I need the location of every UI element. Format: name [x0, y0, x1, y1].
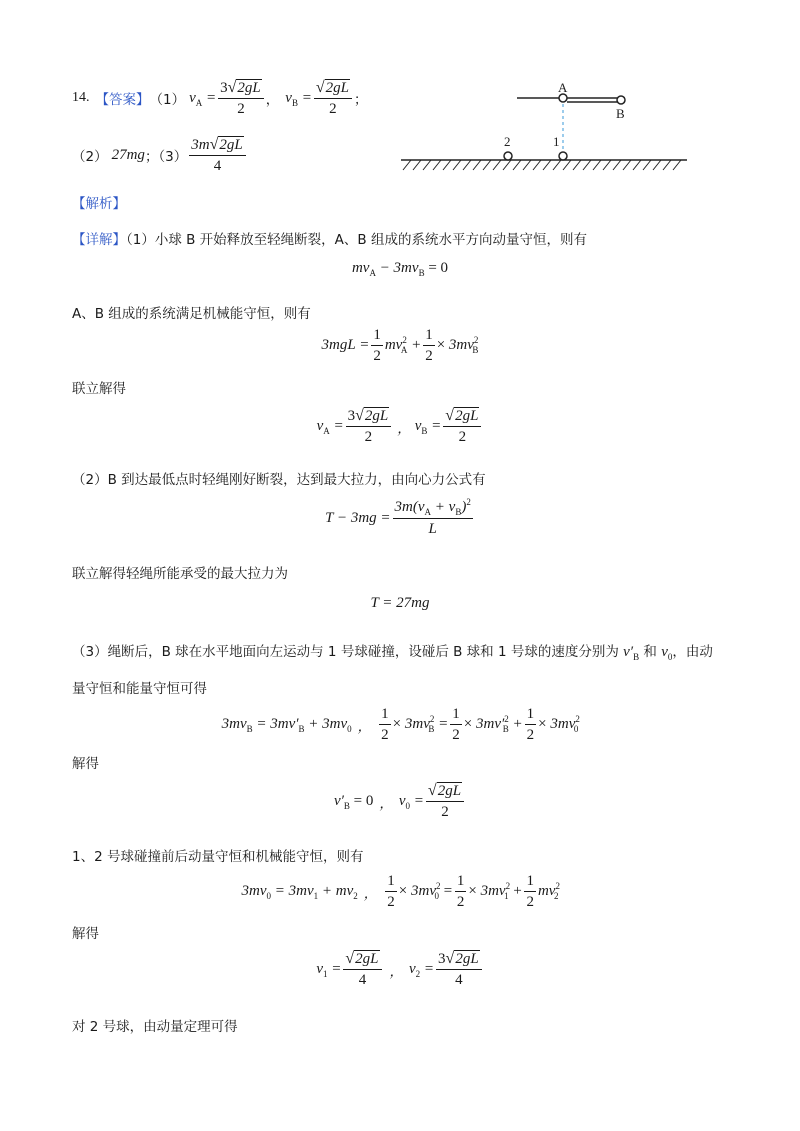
label-2: 2: [504, 134, 511, 149]
ground-hatching: [403, 160, 681, 170]
ball-1: [559, 152, 567, 160]
detail-solve-2: 解得: [72, 756, 99, 772]
detail-line-5: [72, 640, 713, 661]
detail-line-1: [72, 228, 587, 248]
analysis-label: 【解析】: [72, 196, 126, 212]
answer-line-1: [72, 78, 367, 118]
equation-collision-1-2: $3mv_0 = 3mv_1 + mv_2$ ， $\frac{1}{2}$ × $3mv^2_0$ = $\frac{1}{2}$ × $3mv^2_1$ + $\frac{1}{2}$ $mv^2_2$: [241, 873, 560, 910]
answer-part3-marker: ；（3）: [144, 149, 188, 165]
detail-line-5c: ，由动: [672, 644, 713, 660]
question-number: 14.: [72, 90, 90, 105]
answer-comma: ，: [265, 92, 280, 108]
label-A: A: [558, 80, 568, 95]
equation-solution-vB-v0: $v'_B = 0$ ， $v_0$ = $\frac{√2gL}{2}$: [0, 782, 800, 821]
detail-line-2: A、B 组成的系统满足机械能守恒，则有: [72, 306, 311, 322]
ball-2: [504, 152, 512, 160]
ball-A: [559, 94, 567, 102]
detail-line-3: （2）B 到达最低点时轻绳刚好断裂，达到最大拉力，由向心力公式有: [72, 472, 486, 488]
label-1: 1: [553, 134, 560, 149]
answer-vA-fraction: $\frac{3√2gL}{2}$: [218, 79, 264, 118]
answer-line-2: [72, 135, 248, 175]
answer-tension: 27mg: [111, 146, 145, 163]
equation-solution-v1-v2: $v_1$ = $\frac{√2gL}{4}$ ， $v_2$ = $\frac{3√2gL}{4}$: [0, 950, 800, 989]
equation-solution-vA-vB: $v_A$ = $\frac{3√2gL}{2}$ ， $v_B$ = $\frac{√2gL}{2}$: [0, 407, 800, 446]
label-B: B: [616, 106, 625, 121]
detail-line-5a: （3）绳断后，B 球在水平地面向左运动与 1 号球碰撞，设碰后 B 球和 1 号球的速度分别为: [72, 644, 619, 660]
detail-solve-3: 解得: [72, 926, 99, 942]
answer-vB: $v_B$ =: [285, 89, 312, 108]
equation-energy-AB: 3mgL = $\frac{1}{2}$ $mv^2_A$ + $\frac{1}{2}$ × $3mv^2_B$: [321, 327, 479, 364]
ball-B: [617, 96, 625, 104]
detail-line-7: 1、2 号球碰撞前后动量守恒和机械能守恒，则有: [72, 849, 364, 865]
detail-line-4: 联立解得轻绳所能承受的最大拉力为: [72, 566, 288, 582]
equation-max-tension: T = 27mg: [370, 595, 430, 611]
symbol-v0: $v_0$: [661, 644, 673, 662]
detail-line-5b: 和: [643, 644, 657, 660]
answer-label: 【答案】: [95, 92, 150, 108]
detail-line-8: 对 2 号球，由动量定理可得: [72, 1019, 238, 1035]
detail-line-6: 量守恒和能量守恒可得: [72, 681, 207, 697]
symbol-vB-prime: $v'_B$: [623, 644, 640, 662]
detail-label: 【详解】: [72, 232, 126, 248]
answer-semicolon: ；: [353, 92, 368, 108]
detail-line-1-text: （1）小球 B 开始释放至轻绳断裂，A、B 组成的系统水平方向动量守恒，则有: [126, 232, 587, 248]
answer-vB-fraction: $\frac{√2gL}{2}$: [314, 79, 352, 118]
equation-collision-B-1: $3mv_B = 3mv'_B + 3mv_0$ ， $\frac{1}{2}$ × $3mv^2_B$ = $\frac{1}{2}$ × $3mv'^2_B$ + $\frac{1}{2}$ × $3mv^2_0$: [221, 706, 580, 743]
answer-part2-marker: （2）: [72, 149, 108, 165]
equation-centripetal: T − 3mg = $\frac{3m(v_A + v_B)^2}{L}$: [325, 497, 471, 537]
answer-part1-marker: （1）: [149, 92, 186, 108]
equation-momentum-AB: $mv_A - 3mv_B = 0$: [351, 260, 449, 278]
answer-part3-fraction: $\frac{3m√2gL}{4}$: [189, 136, 245, 175]
detail-solve-1: 联立解得: [72, 381, 126, 397]
answer-vA: $v_A$ =: [189, 89, 217, 108]
physics-diagram: [395, 78, 695, 178]
